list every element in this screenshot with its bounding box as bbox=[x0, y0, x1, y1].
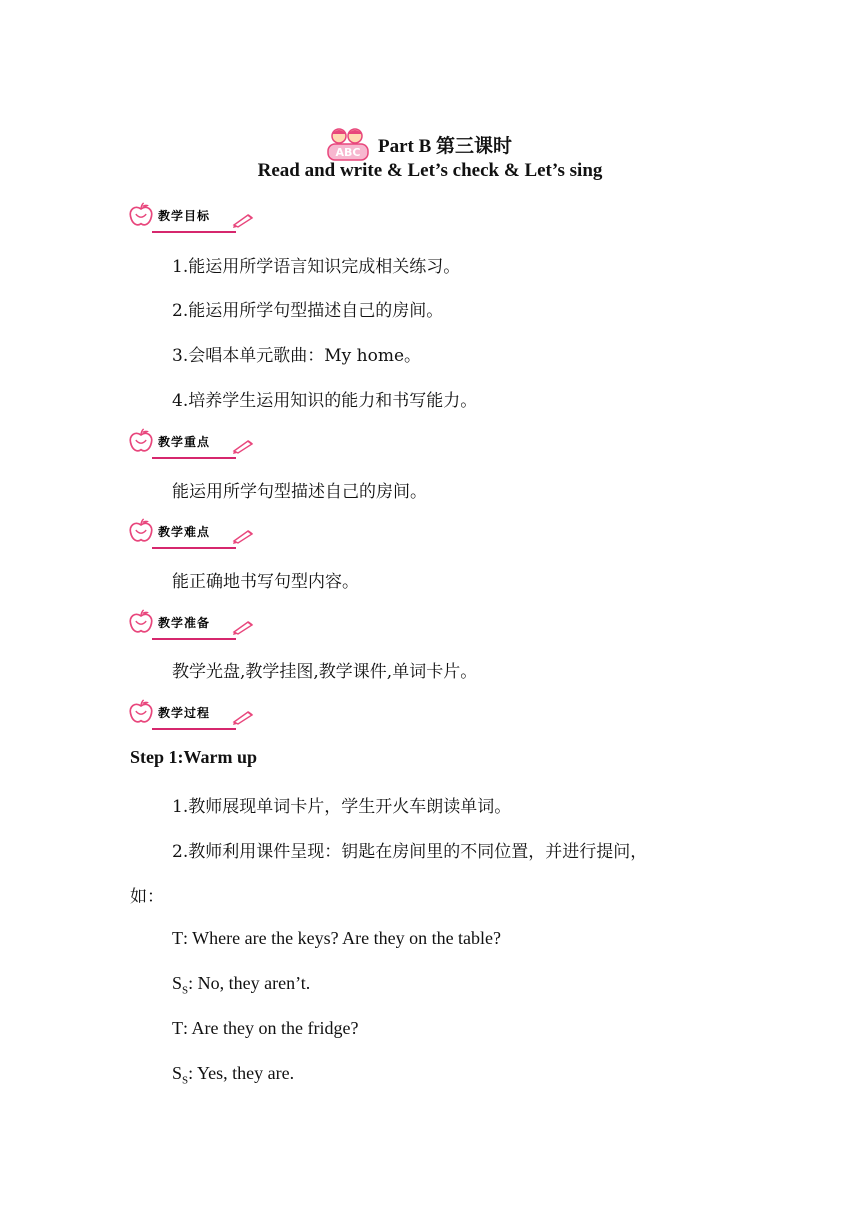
section-title-key: 教学重点 bbox=[158, 434, 211, 449]
goal-item-1: 1.能运用所学语言知识完成相关练习。 bbox=[172, 257, 461, 277]
part-title: Part B 第三课时 bbox=[378, 135, 513, 157]
apple-icon bbox=[128, 428, 154, 454]
logo-text: ABC bbox=[335, 146, 361, 159]
section-header-key bbox=[128, 428, 256, 454]
apple-icon bbox=[128, 699, 154, 725]
lesson-subtitle: Read and write & Let’s check & Let’s sing bbox=[257, 160, 603, 181]
section-header-difficulty bbox=[128, 518, 256, 544]
dialog-line: T: Are they on the fridge? bbox=[172, 1018, 359, 1038]
goal-item-4: 4.培养学生运用知识的能力和书写能力。 bbox=[172, 391, 478, 411]
step-item-2: 2.教师利用课件呈现：钥匙在房间里的不同位置，并进行提问， bbox=[172, 842, 648, 862]
key-text: 能运用所学句型描述自己的房间。 bbox=[172, 482, 427, 502]
dialog-line: T: Where are the keys? Are they on the table? bbox=[172, 928, 502, 948]
goal-item-2: 2.能运用所学句型描述自己的房间。 bbox=[172, 301, 444, 321]
dialog-line: $S_S$: No, they aren’t. bbox=[172, 973, 311, 997]
apple-icon bbox=[128, 202, 154, 228]
section-header-prep bbox=[128, 609, 256, 635]
goal-item-3: 3.会唱本单元歌曲：My home。 bbox=[172, 346, 421, 366]
step-item-1: 1.教师展现单词卡片，学生开火车朗读单词。 bbox=[172, 797, 512, 817]
pencil-icon bbox=[232, 709, 256, 725]
pencil-icon bbox=[232, 438, 256, 454]
section-header-process bbox=[128, 699, 256, 725]
section-title-process: 教学过程 bbox=[158, 705, 211, 720]
step-item-2-continued: 如： bbox=[130, 887, 164, 907]
apple-icon bbox=[128, 518, 154, 544]
section-title-difficulty: 教学难点 bbox=[158, 524, 211, 539]
section-header-goals bbox=[128, 202, 256, 228]
prep-text: 教学光盘,教学挂图,教学课件,单词卡片。 bbox=[172, 662, 478, 682]
kids-logo-icon bbox=[326, 126, 370, 162]
dialog-line: $S_S$: Yes, they are. bbox=[172, 1063, 295, 1087]
section-title-goals: 教学目标 bbox=[158, 208, 211, 223]
apple-icon bbox=[128, 609, 154, 635]
pencil-icon bbox=[232, 528, 256, 544]
pencil-icon bbox=[232, 619, 256, 635]
step-heading: Step 1:Warm up bbox=[130, 747, 258, 767]
title-row bbox=[326, 126, 512, 162]
difficulty-text: 能正确地书写句型内容。 bbox=[172, 572, 359, 592]
pencil-icon bbox=[232, 212, 256, 228]
section-title-prep: 教学准备 bbox=[158, 615, 211, 630]
